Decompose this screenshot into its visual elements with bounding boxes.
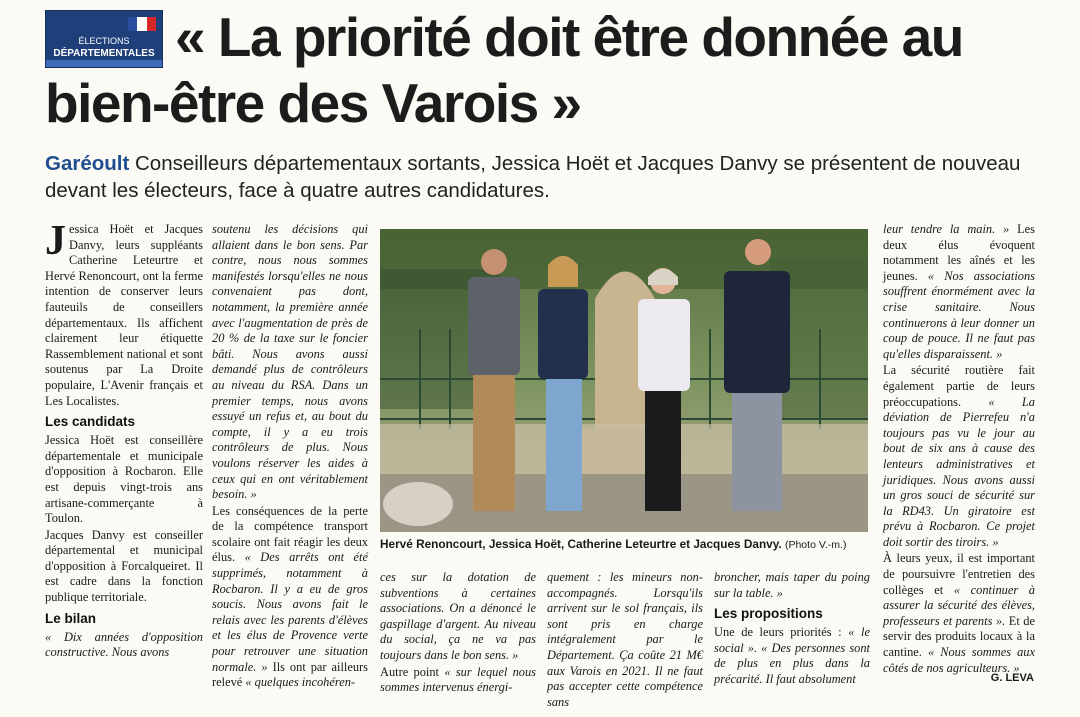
candidates-photo [380,229,868,532]
logo-line-1: ÉLECTIONS [78,36,130,46]
subhead-candidats: Les candidats [45,414,136,430]
headline: « La priorité doit être donnée au bien-être des Varois » [45,6,963,134]
drop-cap: J [45,218,66,264]
photo-caption: Hervé Renoncourt, Jessica Hoët, Catherine Leteurtre et Jacques Danvy. (Photo V.-m.) [380,537,847,551]
column-4: quement : les mineurs non-accompagnés. Lorsqu'ils arrivent sur le sol français, ils sont pris en charge intégralement par le Département. Ça coûte 21 M€ aux Varois en 2021. Il ne faut pas accepter cette compétence sans [547,570,703,709]
author-signature: G. LEVA [990,672,1034,684]
lede-place: Garéoult [45,152,130,175]
column-1: Jessica Hoët et Jacques Danvy, leurs suppléants Catherine Leteurtre et Hervé Renoncourt, ont la ferme intention de conserver leurs fauteuils de conseillers départementaux. Ils affichent clairement leur étiquette Rassemblement national et sont soutenus par La Droite populaire, L'Avenir français et Les Localistes. Les candidats Jessica Hoët est conseillère départementale et municipale d'opposition à Rocbaron. Elle est depuis vingt-trois ans artisane-commerçante à Toulon. Jacques Danvy est conseiller départemental et municipal d'opposition à Forcalqueiret. Il est cadre dans la fonction publique territoriale. Le bilan « Dix années d'opposition constructive. Nous avons [45,218,203,660]
photo-credit: (Photo V.-m.) [784,539,847,551]
subhead-bilan: Le bilan [45,610,97,626]
lede-text: Conseilleurs départementaux sortants, Jessica Hoët et Jacques Danvy se présentent de nouveau devant les électeurs, face à quatre autres candidatures. [45,152,1021,202]
column-6: leur tendre la main. » Les deux élus évoquent notamment les aînés et les jeunes. « Nos associations souffrent énormément avec la crise sanitaire. Nous continuerons à leur donner un coup de pouce. Il ne faut pas qu'elles disparaissent. » La sécurité routière fait également partie de leurs préoccupations. « La déviation de Pierrefeu n'a toujours pas vu le jour au bout de six ans à cause des lenteurs administratives et juridiques. Nous avons aussi un gros souci de sécurité sur la RD43. Un giratoire est prévu à Rocbaron. Ce projet doit sortir des tiroirs. » À leurs yeux, il est important de poursuivre l'entretien des collèges et « continuer à assurer la sécurité des élèves, professeurs et parents ». Et de servir des produits locaux à la cantine. « Nous sommes aux côtés de nos agriculteurs. » [883,222,1035,675]
column-2: soutenu les décisions qui allaient dans le bon sens. Par contre, nous nous sommes manifestés lorsqu'elles ne nous convenaient pas dont, notamment, la première année avec l'augmentation de près de 20 % de la taxe sur le foncier bâti. Nous avons aussi demandé plus de contrôleurs au niveau du RSA. Dans un premier temps, nous avons essuyé un refus et, au bout du compte, il y a eu trois contrôleurs de plus. Nous voulons réserver les aides à ceux qui en ont véritablement besoin. » Les conséquences de la perte de la compétence transport scolaire ont fait réagir les deux élus. « Des arrêts ont été supprimés, notamment à Rocbaron. Il y a eu de gros soucis. Nous avons fait le relais avec les parents d'élèves et les élus de Provence verte pour retrouver une situation normale. » Ils ont par ailleurs relevé « quelques incohéren- [212,222,369,690]
column-5: broncher, mais taper du poing sur la table. » Les propositions Une de leurs priorités : « le social ». « Des personnes sont de plus en plus dans la précarité. Il faut absolument [714,570,870,686]
logo-line-2: DÉPARTEMENTALES [53,48,155,59]
subhead-propositions: Les propositions [714,606,823,622]
lede [45,150,1045,204]
column-3: ces sur la dotation de subventions à certaines associations. On a dénoncé le gaspillage d'argent. Au niveau du social, ça ne va pas toujours dans le bon sens. » Autre point « sur lequel nous sommes intervenus énergi- [380,570,536,695]
